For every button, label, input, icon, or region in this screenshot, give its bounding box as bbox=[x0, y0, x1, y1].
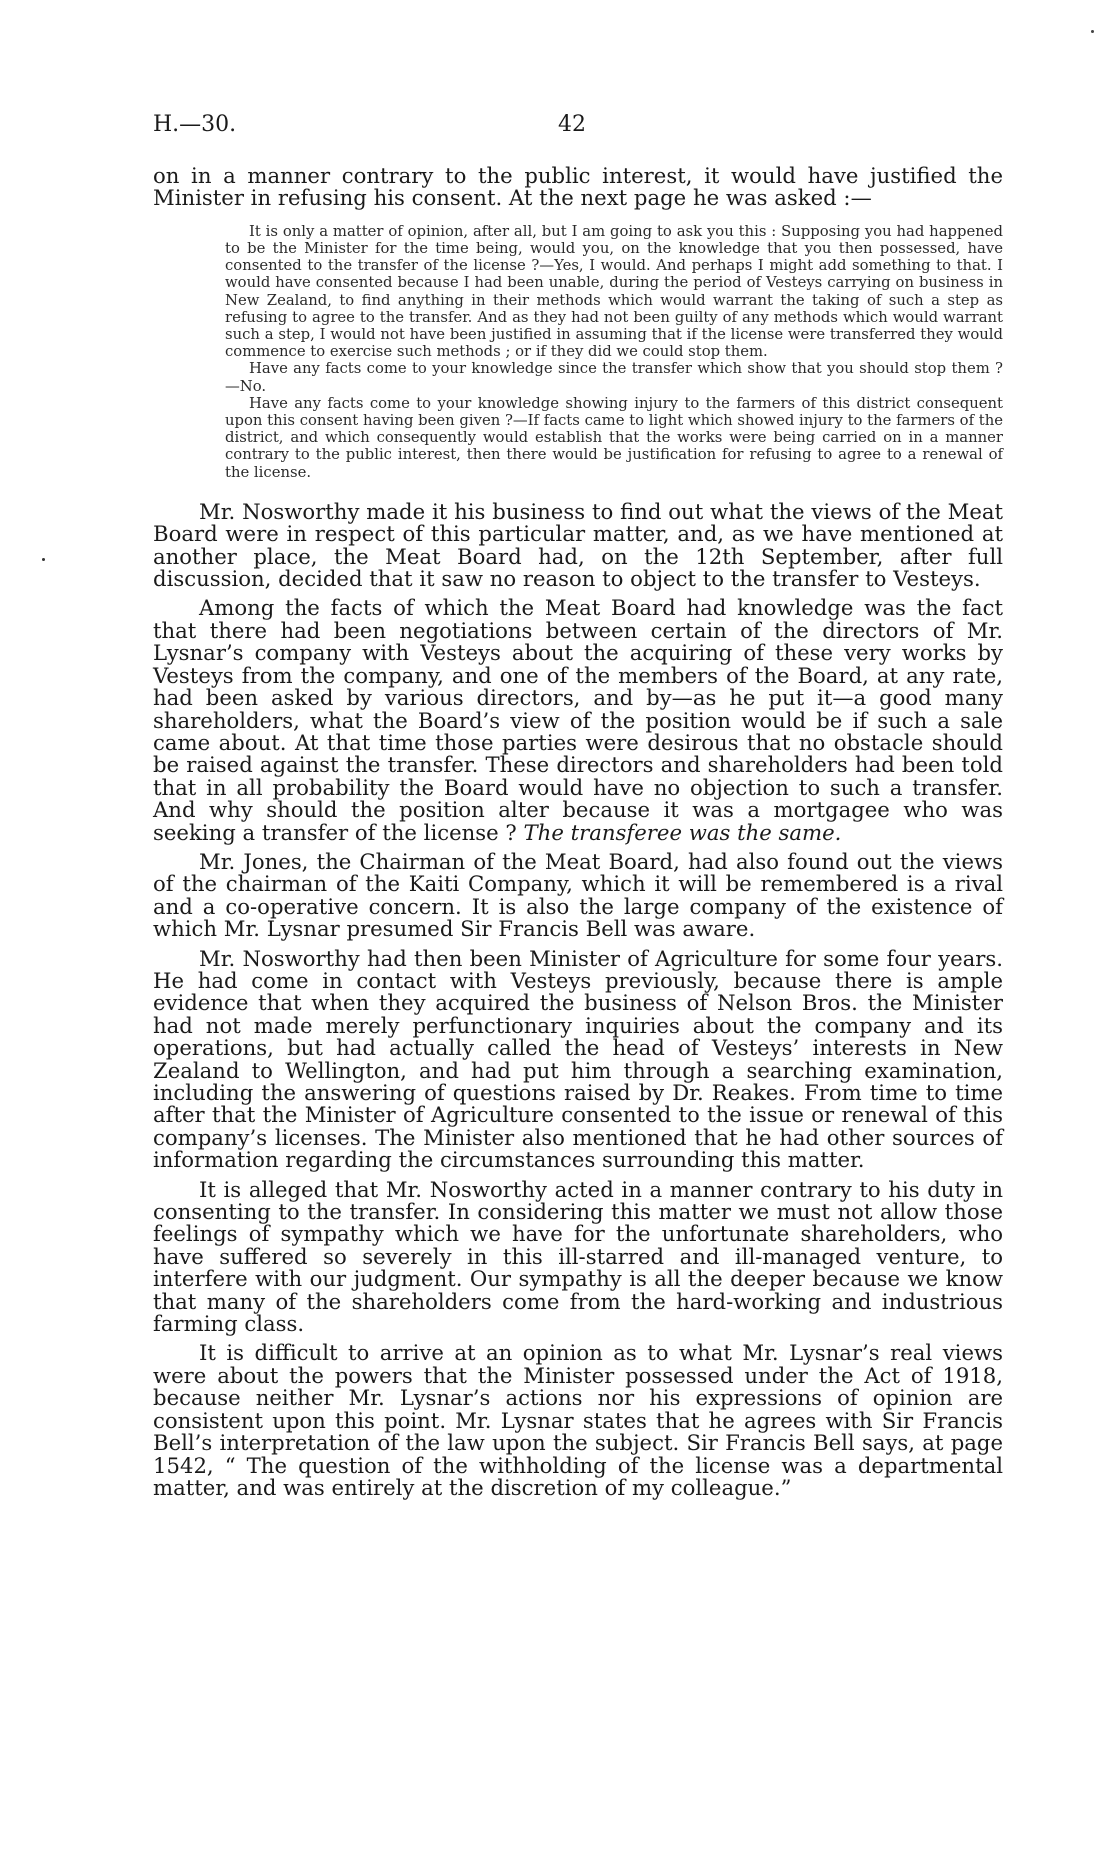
block-quote bbox=[225, 223, 1003, 481]
quote-paragraph: Have any facts come to your knowledge showing injury to the farmers of this district consequent upon this consent having been given ?—If facts came to light which showed injury to the farmers of the district, and which consequently would establish that the works were being carried on in a manner contrary to the public interest, then there would be justification for refusing to agree to a renewal of the license. bbox=[225, 394, 1003, 481]
paragraph: It is difficult to arrive at an opinion as to what Mr. Lysnar’s real views were about the powers that the Minister possessed under the Act of 1918, because neither Mr. Lysnar’s actions nor his expressions of opinion are consistent upon this point. Mr. Lysnar states that he agrees with Sir Francis Bell’s interpretation of the law upon the subject. Sir Francis Bell says, at page 1542, “ The question of the withholding of the license was a departmental matter, and was entirely at the discretion of my colleague.” bbox=[153, 1340, 1003, 1500]
paragraph: It is alleged that Mr. Nosworthy acted in a manner contrary to his duty in consenting to the transfer. In considering this matter we must not allow those feelings of sympathy which we have for the unfortunate shareholders, who have suffered so severely in this ill-starred and ill-managed venture, to interfere with our judgment. Our sympathy is all the deeper because we know that many of the shareholders come from the hard-working and industrious farming class. bbox=[153, 1176, 1003, 1337]
body-text bbox=[153, 165, 1003, 1499]
paragraph: on in a manner contrary to the public interest, it would have justified the Minister in refusing his consent. At the next page he was asked :— bbox=[153, 163, 1003, 211]
speck-mark bbox=[1091, 30, 1094, 33]
paragraph: Mr. Nosworthy had then been Minister of Agriculture for some four years. He had come in contact with Vesteys previously, because there is ample evidence that when they acquired the business of Nelson Bros. the Minister had not made merely perfunctionary inquiries about the company and its operations, but had actually called the head of Vesteys’ interests in New Zealand to Wellington, and had put him through a searching examination, including the answering of questions raised by Dr. Reakes. From time to time after that the Minister of Agriculture consented to the issue or renewal of this company’s licenses. The Minister also mentioned that he had other sources of information regarding the circumstances surrounding this matter. bbox=[153, 945, 1003, 1173]
paragraph: Mr. Nosworthy made it his business to find out what the views of the Meat Board were in respect of this particular matter, and, as we have mentioned at another place, the Meat Board had, on the 12th September, after full discussion, decided that it saw no reason to object to the transfer to Vesteys. bbox=[153, 498, 1003, 592]
italic-emphasis: The transferee was the same. bbox=[523, 819, 842, 845]
page-number: 42 bbox=[558, 112, 586, 137]
paragraph bbox=[153, 597, 1003, 843]
quote-paragraph: It is only a matter of opinion, after all, but I am going to ask you this : Supposing you had happened to be the Minister for the time being, would you, on the knowledge that you then possessed, have consented to the transfer of the license ?—Yes, I would. And perhaps I might add something to that. I would have consented because I had been unable, during the period of Vesteys carrying on business in New Zealand, to find anything in their methods which would warrant the taking of such a step as refusing to agree to the transfer. And as they had not been guilty of any methods which would warrant such a step, I would not have been justified in assuming that if the license were transferred they would commence to exercise such methods ; or if they did we could stop them. bbox=[225, 222, 1003, 361]
paragraph: Mr. Jones, the Chairman of the Meat Board, had also found out the views of the chairman of the Kaiti Company, which it will be remembered is a rival and a co-operative concern. It is also the large company of the existence of which Mr. Lysnar presumed Sir Francis Bell was aware. bbox=[153, 848, 1003, 942]
paragraph-text: Among the facts of which the Meat Board had knowledge was the fact that there had been negotiations between certain of the directors of Mr. Lysnar’s company with Vesteys about the acquiring of these very works by Vesteys from the company, and one of the members of the Board, at any rate, had been asked by various directors, and by—as he put it—a good many shareholders, what the Board’s view of the position would be if such a sale came about. At that time those parties were desirous that no obstacle should be raised against the transfer. These directors and shareholders had been told that in all probability the Board would have no objection to such a transfer. And why should the position alter because it was a mortgagee who was seeking a transfer of the license ? bbox=[153, 595, 1003, 845]
margin-dot bbox=[42, 558, 45, 561]
quote-paragraph: Have any facts come to your knowledge since the transfer which show that you should stop them ?—No. bbox=[225, 360, 1003, 395]
document-reference: H.—30. bbox=[153, 112, 237, 137]
page-header bbox=[153, 112, 1003, 142]
